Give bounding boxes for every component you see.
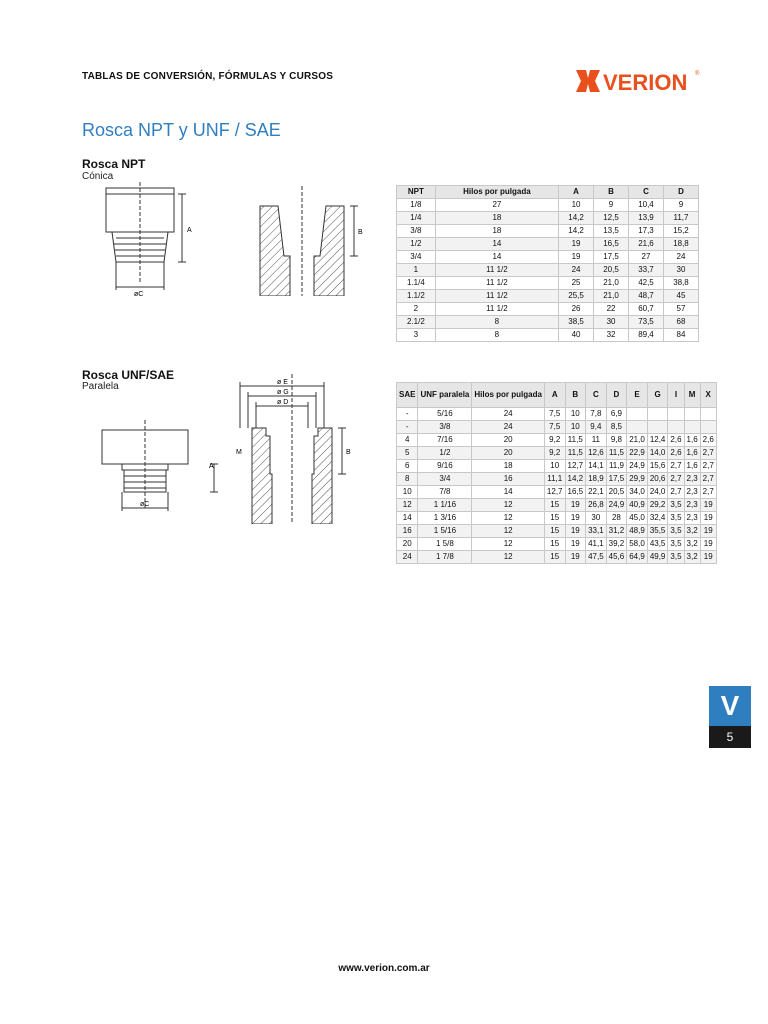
table-cell: 11 1/2 — [435, 290, 558, 303]
table-row — [397, 329, 699, 342]
table-cell: 2,7 — [668, 486, 684, 499]
table-cell: 1 1/16 — [418, 499, 472, 512]
table-cell: 22 — [594, 303, 629, 316]
table-cell: 1,6 — [684, 460, 700, 473]
footer-url[interactable]: www.verion.com.ar — [338, 963, 430, 974]
table-cell: 15 — [544, 525, 565, 538]
page-number: 5 — [709, 726, 751, 748]
table-cell: 12,5 — [594, 212, 629, 225]
table-cell: 45,0 — [627, 512, 648, 525]
table-cell: 2,7 — [700, 460, 716, 473]
table-cell: 3,5 — [668, 512, 684, 525]
table-cell: 12,7 — [565, 460, 586, 473]
table-row — [397, 290, 699, 303]
table-cell: 12,4 — [647, 434, 668, 447]
table-cell: 10 — [565, 408, 586, 421]
table-cell — [647, 421, 668, 434]
table-cell: 1 5/16 — [418, 525, 472, 538]
table-cell: 8,5 — [606, 421, 627, 434]
unf-table — [396, 382, 717, 564]
unf-label-c: øC — [140, 501, 150, 508]
table-cell: 13,9 — [629, 212, 664, 225]
table-cell: 2,3 — [684, 499, 700, 512]
table-cell — [684, 421, 700, 434]
table-cell: 18 — [472, 460, 545, 473]
table-cell: 21,0 — [594, 277, 629, 290]
table-cell: 64,9 — [627, 551, 648, 564]
table-cell: 19 — [565, 551, 586, 564]
unf-column-header: A — [544, 383, 565, 408]
table-row — [397, 499, 717, 512]
table-cell: 22,9 — [627, 447, 648, 460]
table-cell: 11 1/2 — [435, 277, 558, 290]
table-cell: 3/8 — [418, 421, 472, 434]
table-cell: 5/16 — [418, 408, 472, 421]
table-cell: 15 — [544, 538, 565, 551]
table-cell: 7/16 — [418, 434, 472, 447]
table-cell: 20 — [397, 538, 418, 551]
table-cell: 41,1 — [586, 538, 607, 551]
table-cell: 20,6 — [647, 473, 668, 486]
table-cell: 1/4 — [397, 212, 436, 225]
table-cell: 18,8 — [663, 238, 698, 251]
table-cell: 11 1/2 — [435, 303, 558, 316]
table-cell — [668, 408, 684, 421]
table-row — [397, 408, 717, 421]
table-cell: 58,0 — [627, 538, 648, 551]
npt-column-header: B — [594, 186, 629, 199]
table-cell: 1/8 — [397, 199, 436, 212]
table-cell: 21,6 — [629, 238, 664, 251]
unf-column-header: X — [700, 383, 716, 408]
table-cell: 1/2 — [418, 447, 472, 460]
unf-female-port-drawing — [232, 374, 362, 524]
table-cell: 2,7 — [700, 447, 716, 460]
table-cell: 19 — [700, 538, 716, 551]
unf-column-header: E — [627, 383, 648, 408]
table-cell: 14,0 — [647, 447, 668, 460]
table-cell: 45,6 — [606, 551, 627, 564]
table-cell: 16 — [472, 473, 545, 486]
table-cell: 19 — [700, 525, 716, 538]
npt-label-a: A — [187, 227, 192, 234]
table-cell: 19 — [565, 512, 586, 525]
npt-column-header: D — [663, 186, 698, 199]
unf-label-g: ø G — [277, 389, 289, 396]
table-cell: 27 — [629, 251, 664, 264]
table-cell: 10 — [397, 486, 418, 499]
table-cell: 1,6 — [684, 434, 700, 447]
table-cell: 7/8 — [418, 486, 472, 499]
table-cell: 2.1/2 — [397, 316, 436, 329]
table-cell: 15 — [544, 551, 565, 564]
page-title: Rosca NPT y UNF / SAE — [82, 120, 281, 140]
npt-column-header: NPT — [397, 186, 436, 199]
table-cell: 3,2 — [684, 538, 700, 551]
table-row — [397, 212, 699, 225]
table-cell: 24 — [397, 551, 418, 564]
table-cell: 11 — [586, 434, 607, 447]
table-cell: 68 — [663, 316, 698, 329]
unf-column-header: B — [565, 383, 586, 408]
table-cell: 2,6 — [668, 434, 684, 447]
table-cell: 10 — [559, 199, 594, 212]
table-cell: 24,0 — [647, 486, 668, 499]
table-cell: 57 — [663, 303, 698, 316]
table-cell: 15,2 — [663, 225, 698, 238]
table-cell: 31,2 — [606, 525, 627, 538]
table-cell: 17,5 — [606, 473, 627, 486]
table-cell: 14 — [435, 251, 558, 264]
table-cell: 1.1/4 — [397, 277, 436, 290]
table-cell: 33,1 — [586, 525, 607, 538]
table-cell: 21,0 — [627, 434, 648, 447]
table-cell: 9,2 — [544, 434, 565, 447]
table-cell: 3,5 — [668, 525, 684, 538]
brand-name: VERION — [603, 70, 688, 95]
table-cell: 12 — [472, 512, 545, 525]
table-cell: 12 — [472, 551, 545, 564]
table-row — [397, 251, 699, 264]
table-cell: 40,9 — [627, 499, 648, 512]
table-cell: 1/2 — [397, 238, 436, 251]
table-cell: 3/8 — [397, 225, 436, 238]
table-cell: 9,2 — [544, 447, 565, 460]
table-cell: 6,9 — [606, 408, 627, 421]
table-cell: 12 — [472, 538, 545, 551]
table-cell: 9 — [594, 199, 629, 212]
unf-label-d: ø D — [277, 399, 289, 406]
table-cell: 7,8 — [586, 408, 607, 421]
unf-label-b: B — [346, 449, 351, 456]
table-cell: 32 — [594, 329, 629, 342]
table-cell: 24 — [559, 264, 594, 277]
table-cell: 11,5 — [565, 447, 586, 460]
npt-column-header: Hilos por pulgada — [435, 186, 558, 199]
table-cell: 38,8 — [663, 277, 698, 290]
table-cell: 25,5 — [559, 290, 594, 303]
table-row — [397, 225, 699, 238]
npt-column-header: A — [559, 186, 594, 199]
table-cell: 5 — [397, 447, 418, 460]
table-cell: 48,9 — [627, 525, 648, 538]
table-cell: 12,7 — [544, 486, 565, 499]
table-row — [397, 199, 699, 212]
table-row — [397, 434, 717, 447]
table-cell: 24,9 — [606, 499, 627, 512]
table-row — [397, 303, 699, 316]
npt-header-row — [397, 186, 699, 199]
table-cell: 11,7 — [663, 212, 698, 225]
table-cell: 1.1/2 — [397, 290, 436, 303]
table-cell: 10,4 — [629, 199, 664, 212]
table-cell: 20 — [472, 434, 545, 447]
table-cell: 15 — [544, 499, 565, 512]
table-cell: 9/16 — [418, 460, 472, 473]
table-cell: 3,2 — [684, 525, 700, 538]
table-row — [397, 473, 717, 486]
table-cell: 15 — [544, 512, 565, 525]
table-cell: 11 1/2 — [435, 264, 558, 277]
table-cell: 43,5 — [647, 538, 668, 551]
table-cell: 19 — [700, 512, 716, 525]
table-cell — [700, 421, 716, 434]
table-cell: 2 — [397, 303, 436, 316]
table-cell: 1 5/8 — [418, 538, 472, 551]
table-cell: 39,2 — [606, 538, 627, 551]
unf-column-header: M — [684, 383, 700, 408]
verion-logo — [576, 66, 700, 96]
table-cell: 20 — [472, 447, 545, 460]
table-row — [397, 277, 699, 290]
table-cell: 14 — [435, 238, 558, 251]
table-cell: 9 — [663, 199, 698, 212]
unf-label-e: ø E — [277, 379, 288, 386]
table-cell: 34,0 — [627, 486, 648, 499]
table-row — [397, 486, 717, 499]
table-cell: 24,9 — [627, 460, 648, 473]
table-cell: 24 — [472, 421, 545, 434]
table-cell: 28 — [606, 512, 627, 525]
table-cell: 19 — [565, 525, 586, 538]
table-cell: 11,9 — [606, 460, 627, 473]
table-cell: 47,5 — [586, 551, 607, 564]
table-row — [397, 264, 699, 277]
table-cell: 16,5 — [565, 486, 586, 499]
table-cell: 4 — [397, 434, 418, 447]
table-cell: 1,6 — [684, 447, 700, 460]
unf-section-title: Rosca UNF/SAE — [82, 368, 175, 382]
table-cell: 89,4 — [629, 329, 664, 342]
table-cell: 14,1 — [586, 460, 607, 473]
table-row — [397, 460, 717, 473]
table-cell: 9,4 — [586, 421, 607, 434]
table-cell: 7,5 — [544, 421, 565, 434]
unf-column-header: G — [647, 383, 668, 408]
table-cell: 16,5 — [594, 238, 629, 251]
section-header: TABLAS DE CONVERSIÓN, FÓRMULAS Y CURSOS — [82, 71, 334, 82]
table-cell: 2,3 — [684, 473, 700, 486]
table-cell: 30 — [594, 316, 629, 329]
table-cell: 14,2 — [565, 473, 586, 486]
table-cell: 20,5 — [594, 264, 629, 277]
npt-label-b: B — [358, 229, 363, 236]
table-cell: 1 3/16 — [418, 512, 472, 525]
table-cell: 8 — [435, 329, 558, 342]
table-cell: 3,5 — [668, 551, 684, 564]
table-cell: 10 — [565, 421, 586, 434]
table-cell: 17,5 — [594, 251, 629, 264]
table-cell: 84 — [663, 329, 698, 342]
table-cell: 29,2 — [647, 499, 668, 512]
table-cell: 14,2 — [559, 225, 594, 238]
table-cell: 1 7/8 — [418, 551, 472, 564]
table-cell: 19 — [565, 499, 586, 512]
table-cell: 19 — [700, 499, 716, 512]
table-cell: 12 — [397, 499, 418, 512]
table-cell: 60,7 — [629, 303, 664, 316]
table-cell — [627, 421, 648, 434]
table-cell: 24 — [663, 251, 698, 264]
table-cell: - — [397, 408, 418, 421]
svg-text:®: ® — [695, 71, 700, 77]
table-cell: 22,1 — [586, 486, 607, 499]
table-cell: 16 — [397, 525, 418, 538]
table-cell: 21,0 — [594, 290, 629, 303]
table-row — [397, 238, 699, 251]
table-row — [397, 421, 717, 434]
table-cell: 49,9 — [647, 551, 668, 564]
unf-label-a: A — [209, 463, 214, 470]
table-row — [397, 447, 717, 460]
table-cell: 29,9 — [627, 473, 648, 486]
table-cell: 12 — [472, 525, 545, 538]
table-cell: 24 — [472, 408, 545, 421]
table-row — [397, 512, 717, 525]
table-cell: 2,6 — [668, 447, 684, 460]
table-cell: 2,3 — [684, 512, 700, 525]
table-cell — [684, 408, 700, 421]
npt-column-header: C — [629, 186, 664, 199]
unf-male-fitting-drawing — [96, 420, 226, 520]
npt-label-c: øC — [134, 291, 144, 297]
unf-label-m: M — [236, 449, 242, 456]
table-row — [397, 316, 699, 329]
table-cell: 6 — [397, 460, 418, 473]
npt-female-port-drawing — [250, 186, 370, 296]
table-row — [397, 538, 717, 551]
table-cell: 12 — [472, 499, 545, 512]
table-cell: 73,5 — [629, 316, 664, 329]
table-cell: 11,5 — [565, 434, 586, 447]
npt-section-subtitle: Cónica — [82, 171, 114, 182]
table-cell: 14 — [397, 512, 418, 525]
table-cell: 8 — [435, 316, 558, 329]
table-cell: 38,5 — [559, 316, 594, 329]
table-cell: 20,5 — [606, 486, 627, 499]
table-cell: 2,6 — [700, 434, 716, 447]
table-cell: 2,7 — [700, 486, 716, 499]
table-cell: 2,3 — [684, 486, 700, 499]
table-cell: 27 — [435, 199, 558, 212]
table-cell: 2,7 — [700, 473, 716, 486]
table-cell: 8 — [397, 473, 418, 486]
table-cell — [700, 408, 716, 421]
table-cell — [647, 408, 668, 421]
unf-column-header: I — [668, 383, 684, 408]
table-cell: 18 — [435, 225, 558, 238]
table-cell: 19 — [559, 238, 594, 251]
table-cell: 3 — [397, 329, 436, 342]
unf-column-header: Hilos por pulgada — [472, 383, 545, 408]
table-cell: 14 — [472, 486, 545, 499]
table-cell: 2,7 — [668, 473, 684, 486]
table-cell: - — [397, 421, 418, 434]
table-cell: 15,6 — [647, 460, 668, 473]
table-cell: 14,2 — [559, 212, 594, 225]
table-cell: 18 — [435, 212, 558, 225]
table-row — [397, 551, 717, 564]
table-cell: 3,5 — [668, 499, 684, 512]
table-cell: 11,1 — [544, 473, 565, 486]
npt-section-title: Rosca NPT — [82, 157, 146, 171]
table-cell: 25 — [559, 277, 594, 290]
table-cell: 3/4 — [397, 251, 436, 264]
table-cell — [627, 408, 648, 421]
table-cell: 1 — [397, 264, 436, 277]
section-tab-letter: V — [709, 686, 751, 726]
npt-table — [396, 185, 699, 342]
table-cell: 45 — [663, 290, 698, 303]
unf-column-header: UNF paralela — [418, 383, 472, 408]
table-cell: 35,5 — [647, 525, 668, 538]
npt-male-fitting-drawing — [96, 182, 196, 297]
unf-column-header: SAE — [397, 383, 418, 408]
table-cell: 48,7 — [629, 290, 664, 303]
table-cell: 30 — [586, 512, 607, 525]
table-cell: 3,2 — [684, 551, 700, 564]
table-row — [397, 525, 717, 538]
table-cell: 2,7 — [668, 460, 684, 473]
table-cell: 26,8 — [586, 499, 607, 512]
unf-table-body — [397, 408, 717, 564]
table-cell: 17,3 — [629, 225, 664, 238]
unf-column-header: C — [586, 383, 607, 408]
npt-table-body — [397, 199, 699, 342]
table-cell: 42,5 — [629, 277, 664, 290]
table-cell: 11,5 — [606, 447, 627, 460]
table-cell — [668, 421, 684, 434]
unf-column-header: D — [606, 383, 627, 408]
table-cell: 3,5 — [668, 538, 684, 551]
table-cell: 40 — [559, 329, 594, 342]
table-cell: 19 — [700, 551, 716, 564]
table-cell: 9,8 — [606, 434, 627, 447]
table-cell: 19 — [559, 251, 594, 264]
table-cell: 19 — [565, 538, 586, 551]
table-cell: 18,9 — [586, 473, 607, 486]
table-cell: 26 — [559, 303, 594, 316]
table-cell: 32,4 — [647, 512, 668, 525]
table-cell: 10 — [544, 460, 565, 473]
table-cell: 3/4 — [418, 473, 472, 486]
table-cell: 33,7 — [629, 264, 664, 277]
table-cell: 7,5 — [544, 408, 565, 421]
unf-header-row — [397, 383, 717, 408]
unf-section-subtitle: Paralela — [82, 381, 119, 392]
table-cell: 30 — [663, 264, 698, 277]
table-cell: 13,5 — [594, 225, 629, 238]
table-cell: 12,6 — [586, 447, 607, 460]
